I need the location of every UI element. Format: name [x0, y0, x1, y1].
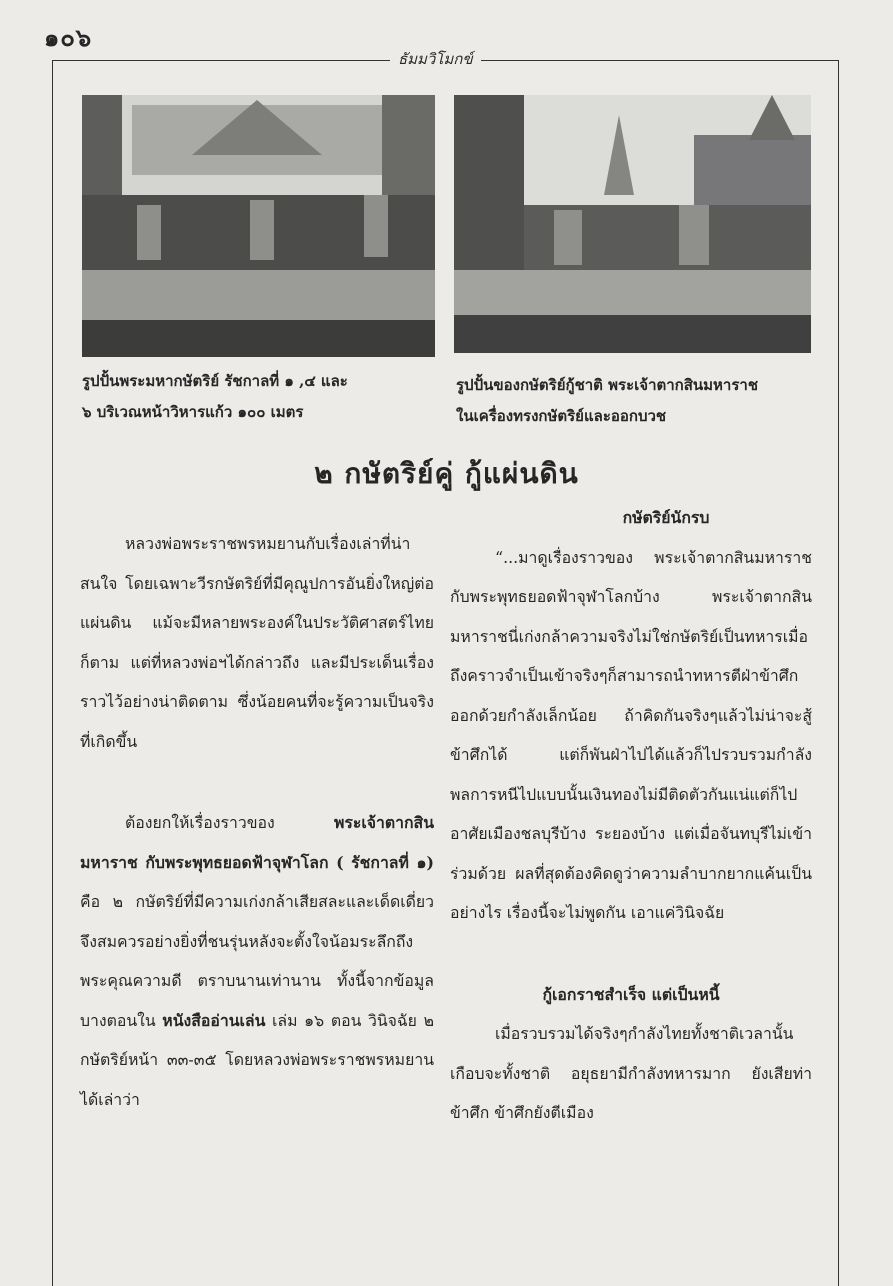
text-run: ต้องยกให้เรื่องราวของ — [125, 813, 334, 832]
kings-names: พระเจ้าตากสินมหาราช กับพระพุทธยอดฟ้าจุฬาโลก ( รัชกาลที่ ๑) — [80, 813, 434, 872]
text-run: คือ ๒ กษัตริย์ที่มีความเก่งกล้าเสียสละและเด็ดเดี่ยวจึงสมควรอย่างยิ่งที่ชนรุ่นหลังจะตั้งใจน้อมระลึกถึงพระคุณความดี ตราบนานเท่านาน ทั้งนี้จากข้อมูลบางตอนใน — [80, 892, 434, 1030]
page-number: ๑๐๖ — [44, 23, 93, 52]
statues-photo-kings-1-4-6 — [82, 95, 435, 357]
photo-caption-left — [82, 366, 440, 428]
body-paragraph: เมื่อรวบรวมได้จริงๆกำลังไทยทั้งชาติเวลานั้นเกือบจะทั้งชาติ อยุธยามีกำลังทหารมาก ยังเสียท่าข้าศึก ข้าศึกยังตีเมือง — [450, 1024, 812, 1122]
caption-line: ๖ บริเวณหน้าวิหารแก้ว ๑๐๐ เมตร — [82, 403, 304, 421]
article-title: ๒ กษัตริย์คู่ กู้แผ่นดิน — [314, 457, 579, 490]
section-heading-independence: กู้เอกราชสำเร็จ แต่เป็นหนี้ — [542, 984, 720, 1004]
text-run: เล่ม ๑๖ ตอน วินิจฉัย ๒ กษัตริย์หน้า ๓๓-๓๕ โดยหลวงพ่อพระราชพรหมยาน ได้เล่าว่า — [80, 1010, 434, 1109]
left-column — [80, 524, 434, 1119]
right-column — [450, 498, 812, 1133]
statues-photo-king-taksin — [454, 95, 811, 353]
caption-line: รูปปั้นพระมหากษัตริย์ รัชกาลที่ ๑ ,๔ และ — [82, 372, 348, 390]
running-head: ธัมมวิโมกข์ — [390, 47, 481, 71]
intro-paragraph: หลวงพ่อพระราชพรหมยานกับเรื่องเล่าที่น่าสนใจ โดยเฉพาะวีรกษัตริย์ที่มีคุณูปการอันยิ่งใหญ่ต่อแผ่นดิน แม้จะมีหลายพระองค์ในประวัติศาสตร์ไทยก็ตาม แต่ที่หลวงพ่อฯได้กล่าวถึง และมีประเด็นเรื่องราวไว้อย่างน่าติดตาม ซึ่งน้อยคนที่จะรู้ความเป็นจริงที่เกิดขึ้น — [80, 534, 434, 751]
caption-line: รูปปั้นของกษัตริย์กู้ชาติ พระเจ้าตากสินมหาราช — [456, 376, 758, 394]
section-heading-warrior-king: กษัตริย์นักรบ — [622, 508, 710, 527]
body-paragraph — [80, 803, 434, 1119]
book-title: หนังสืออ่านเล่น — [162, 1010, 266, 1030]
quote-paragraph: “...มาดูเรื่องราวของ พระเจ้าตากสินมหาราชกับพระพุทธยอดฟ้าจุฬาโลกบ้าง พระเจ้าตากสินมหาราชนี่เก่งกล้าความจริงไม่ใช่กษัตริย์เป็นทหารเมื่อถึงคราวจำเป็นเข้าจริงๆก็สามารถนำทหารตีฝ่าข้าศึกออกด้วยกำลังเล็กน้อย ถ้าคิดกันจริงๆแล้วไม่น่าจะสู้ข้าศึกได้ แต่ก็พันฝ่าไปได้แล้วก็ไปรวบรวมกำลังพลการหนีไปแบบนั้นเงินทองไม่มีติดตัวกันแน่แต่ก็ไปอาศัยเมืองชลบุรีบ้าง ระยองบ้าง แต่เมื่อจันทบุรีไม่เข้าร่วมด้วย ผลที่สุดต้องคิดดูว่าความลำบากยากแค้นเป็นอย่างไร เรื่องนี้จะไม่พูดกัน เอาแค่วินิจฉัย — [450, 547, 812, 922]
caption-line: ในเครื่องทรงกษัตริย์และออกบวช — [456, 407, 667, 425]
photo-caption-right — [456, 370, 816, 432]
